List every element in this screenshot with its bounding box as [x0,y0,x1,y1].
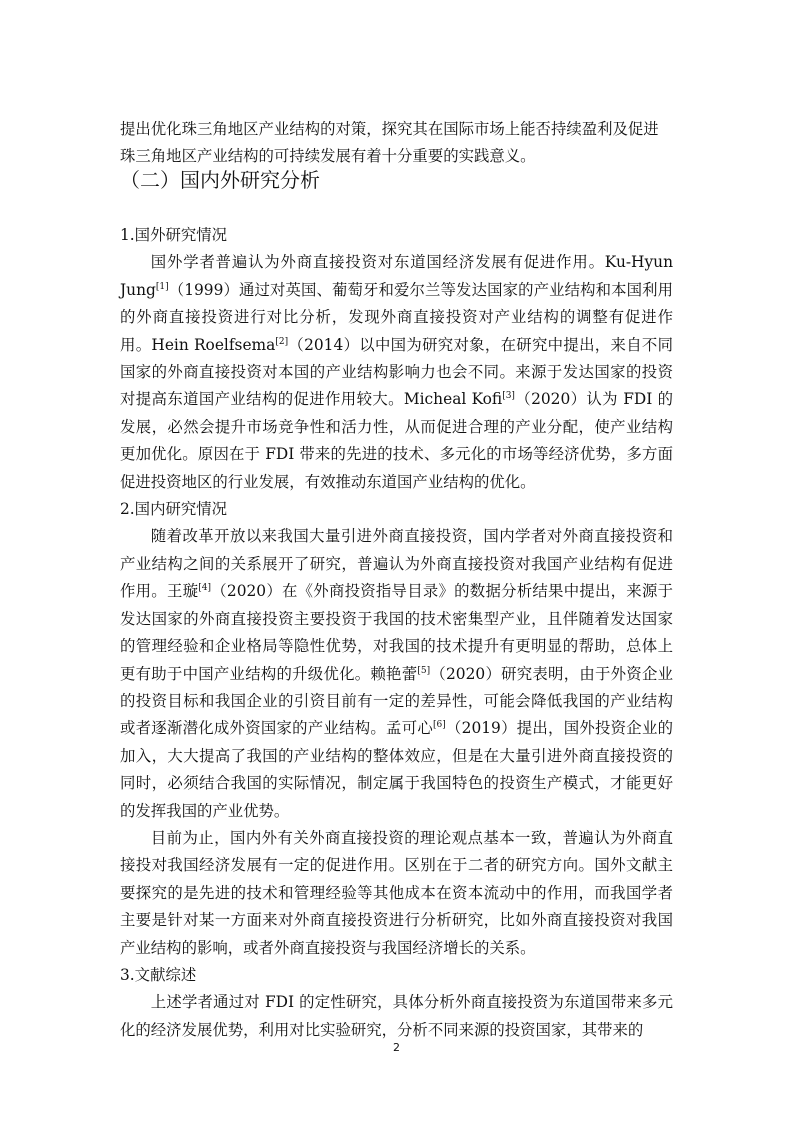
domestic-text-2: （2020）在《外商投资指导目录》的数据分析结果中提出，来源于发达国家的外商直接投资主要投资于我国的技术密集型产业，且伴随着发达国家的管理经验和企业格局等隐性优势，对我国的技术提升有更明显的帮助，总体上更有助于中国产业结构的升级优化。赖艳蕾 [120,582,673,683]
citation-5: [5] [417,665,431,676]
review-heading: 3.文献综述 [120,965,197,984]
foreign-paragraph [120,249,673,496]
domestic-text-1: 随着改革开放以来我国大量引进外商直接投资，国内学者对外商直接投资和产业结构之间的关系展开了研究，普遍认为外商直接投资对我国产业结构有促进作用。王璇 [120,527,673,601]
domestic-paragraph [120,523,673,824]
citation-6: [6] [433,720,446,731]
domestic-text-3: （2020）研究表明，由于外资企业的投资目标和我国企业的引资目前有一定的差异性，可能会降低我国的产业结构或者逐渐潜化成外资国家的产业结构。孟可心 [120,664,673,738]
domestic-heading: 2.国内研究情况 [120,500,228,519]
summary-paragraph: 目前为止，国内外有关外商直接投资的理论观点基本一致，普遍认为外商直接投对我国经济发展有一定的促进作用。区别在于二者的研究方向。国外文献主要探究的是先进的技术和管理经验等其他成本在资本流动中的作用，而我国学者主要是针对某一方面来对外商直接投资进行分析研究，比如外商直接投资对我国产业结构的影响，或者外商直接投资与我国经济增长的关系。 [120,828,673,957]
citation-2: [2] [275,336,289,347]
citation-4: [4] [198,583,212,594]
foreign-text-1: 国外学者普遍认为外商直接投资对东道国经济发展有促进作用。Ku-Hyun Jung [120,253,673,299]
foreign-text-3: （2014）以中国为研究对象，在研究中提出，来自不同国家的外商直接投资对本国的产业结构影响力也会不同。来源于发达国家的投资对提高东道国产业结构的促进作用较大。Micheal Kofi [120,335,673,409]
domestic-text-4: （2019）提出，国外投资企业的加入，大大提高了我国的产业结构的整体效应，但是在大量引进外商直接投资的同时，必须结合我国的实际情况，制定属于我国特色的投资生产模式，才能更好的发挥我国的产业优势。 [120,719,673,820]
intro-line-1: 提出优化珠三角地区产业结构的对策，探究其在国际市场上能否持续盈利及促进 [120,120,659,138]
citation-3: [3] [502,391,515,402]
page-number: 2 [393,1041,400,1054]
foreign-text-2: （1999）通过对英国、葡萄牙和爱尔兰等发达国家的产业结构和本国利用的外商直接投资进行对比分析，发现外商直接投资对产业结构的调整有促进作用。Hein Roelfsema [120,280,673,354]
foreign-research-section [120,222,673,1044]
intro-line-2: 珠三角地区产业结构的可持续发展有着十分重要的实践意义。 [120,147,536,166]
citation-1: [1] [155,281,169,292]
section-title: （二）国内外研究分析 [120,168,320,192]
foreign-text-4: （2020）认为 FDI 的发展，必然会提升市场竞争性和活力性，从而促进合理的产业分配，使产业结构更加优化。原因在于 FDI 带来的先进的技术、多元化的市场等经济优势，多方面促进投资地区的行业发展，有效推动东道国产业结构的优化。 [120,390,673,491]
review-paragraph: 上述学者通过对 FDI 的定性研究，具体分析外商直接投资为东道国带来多元化的经济发展优势，利用对比实验研究，分析不同来源的投资国家，其带来的 [120,993,673,1039]
intro-paragraph [120,116,673,171]
foreign-heading: 1.国外研究情况 [120,226,228,244]
